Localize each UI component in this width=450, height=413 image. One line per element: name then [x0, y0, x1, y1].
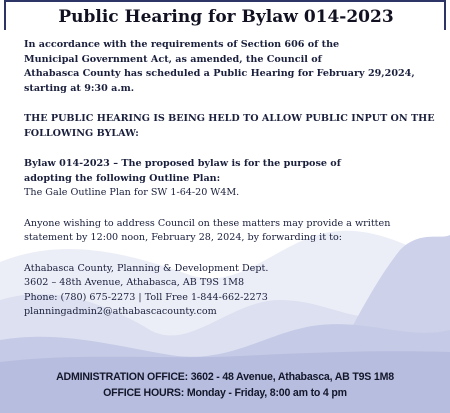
footer — [0, 369, 450, 401]
contact-email: planningadmin2@athabascacounty.com — [24, 306, 217, 317]
outline-plan: The Gale Outline Plan for SW 1-64-20 W4M. — [24, 187, 240, 198]
purpose-line: FOLLOWING BYLAW: — [24, 127, 139, 139]
intro-line: In accordance with the requirements of Section 606 of the — [24, 39, 340, 50]
bylaw-paragraph — [24, 157, 428, 201]
public-input-paragraph — [24, 217, 428, 246]
footer-office: ADMINISTRATION OFFICE: 3602 - 48 Avenue, Athabasca, AB T9S 1M8 — [56, 371, 394, 383]
intro-line: starting at 9:30 a.m. — [24, 82, 135, 94]
public-input-line: statement by 12:00 noon, February 28, 2024, by forwarding it to: — [24, 232, 342, 243]
frame-left-border — [4, 0, 6, 30]
purpose-paragraph — [24, 112, 435, 141]
contact-department: Athabasca County, Planning & Development Dept. — [24, 262, 269, 274]
contact-block — [24, 262, 428, 320]
intro-line: Athabasca County has scheduled a Public Hearing for February 29,2024, — [24, 68, 415, 79]
page-title: Public Hearing for Bylaw 014-2023 — [58, 7, 394, 27]
purpose-line: THE PUBLIC HEARING IS BEING HELD TO ALLOW PUBLIC INPUT ON THE — [24, 113, 435, 124]
public-input-line: Anyone wishing to address Council on these matters may provide a written — [24, 217, 391, 229]
contact-phone: Phone: (780) 675-2273 | Toll Free 1-844-662-2273 — [24, 291, 268, 303]
intro-paragraph — [24, 38, 428, 96]
frame-right-border — [444, 0, 446, 30]
intro-line: Municipal Government Act, as amended, the Council of — [24, 53, 322, 65]
contact-address: 3602 – 48th Avenue, Athabasca, AB T9S 1M8 — [24, 277, 245, 288]
bylaw-line: adopting the following Outline Plan: — [24, 172, 221, 184]
footer-hours: OFFICE HOURS: Monday - Friday, 8:00 am to 4 pm — [103, 387, 347, 399]
frame-top-border — [4, 0, 446, 2]
bylaw-line: Bylaw 014-2023 – The proposed bylaw is for the purpose of — [24, 158, 341, 169]
